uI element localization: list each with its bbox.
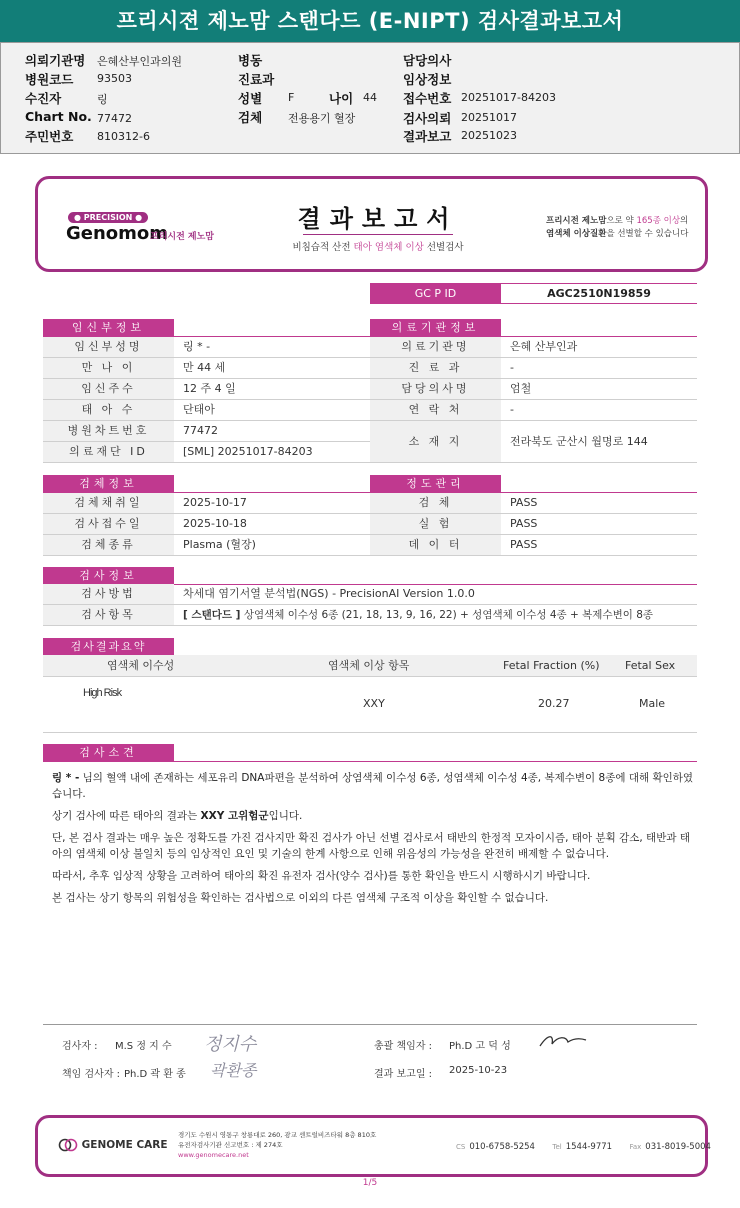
report-date-label: 결과 보고일 : [374,1069,433,1080]
section-summary: 검사결과요약 [43,638,174,655]
footer-address-line: 경기도 수원시 영통구 창룡대로 260, 광교 센트럴비즈타워 8층 810호 [178,1131,377,1139]
table-row [370,421,697,463]
row-key: 검사접수일 [43,514,174,534]
row-key: 데 이 터 [370,535,501,555]
row-value: 링 * - [183,340,211,353]
table-row [370,358,697,379]
examiner-label: 검사자 : [62,1041,98,1052]
finding-text-2b: 입니다. [268,810,303,822]
page-number: 1/5 [362,1178,378,1188]
table-row [43,358,370,379]
row-key: 병원차트번호 [43,421,174,441]
specimen-label: 검체 [238,110,263,125]
row-key: 진 료 과 [370,358,501,378]
footer-address [178,1130,376,1160]
ward-label: 병동 [238,53,263,68]
test-item-text: 상염색체 이수성 6종 (21, 18, 13, 9, 16, 22) + 성염색체 이수성 4종 + 복제수변이 8종 [240,609,654,621]
responsible-label: 책임 검사자 : [62,1069,121,1080]
chief-label: 총괄 책임자 : [374,1041,433,1052]
report-date: 2025-10-23 [449,1065,508,1076]
finding-text-2a: 상기 검사에 따른 태아의 결과는 [52,810,201,822]
test-item-value [183,605,653,625]
summary-col-aneuploidy: 염색체 이수성 [107,659,175,672]
request-label: 검사의뢰 [403,111,452,126]
responsible-name: Ph.D 곽 환 종 [124,1069,186,1080]
genomecare-name: GENOME CARE [81,1139,168,1151]
rrn-value: 810312-6 [97,130,150,143]
risk-result: High Risk [83,687,122,699]
row-value: 엄철 [510,382,532,395]
row-value: PASS [510,538,538,551]
note-count: 165종 이상 [636,216,681,226]
specimen-value: 전용용기 혈장 [288,112,356,125]
subtitle-pre: 비침습적 산전 [292,242,354,253]
footer-contacts [456,1142,711,1152]
report-title: 결과보고서 [297,205,459,233]
row-value: 만 44 세 [183,361,226,374]
row-key: 검 체 [370,493,501,513]
table-row [370,535,697,556]
finding-paragraph-1 [52,770,697,802]
row-value: 2025-10-18 [183,517,247,530]
table-row [370,493,697,514]
summary-header [43,655,697,677]
table-row [43,400,370,421]
fetal-fraction-value: 20.27 [538,697,570,710]
table-row [370,337,697,358]
table-row [43,514,370,535]
precision-badge: ● PRECISION ● [68,212,148,223]
subtitle-highlight: 태아 염색체 이상 [353,242,424,253]
genomecare-logo [58,1138,168,1152]
test-method-value: 차세대 염기서열 분석법(NGS) - PrecisionAI Version 1.0.0 [183,587,475,600]
tel-label: Tel [552,1143,562,1151]
gcpid-label: GC P ID [370,283,501,304]
code-label: 병원코드 [25,72,74,87]
summary-result-row [43,677,697,733]
request-value: 20251017 [461,111,517,124]
summary-col-abnormality: 염색체 이상 항목 [328,659,410,672]
responsible-signature: 곽환종 [210,1061,257,1080]
test-item-row [43,605,697,626]
receipt-value: 20251017-84203 [461,91,556,104]
precision-badge-label: PRECISION [83,213,133,222]
side-note [546,215,688,241]
finding-paragraph-3: 단, 본 검사 결과는 매우 높은 정확도를 가진 검사지만 확진 검사가 아닌 선별 검사로서 태반의 한정적 모자이시즘, 태아 분획 감소, 태반과 태아의 염색체 이상 불일치 등의 임상적인 요인 및 기술의 한계 사항으로 인해 위음성의 가능성을 완전히 배제할 수 없습니다. [52,832,690,860]
fax-label: Fax [629,1143,642,1151]
sex-value: F [288,91,295,104]
finding-paragraph-2 [52,808,697,824]
note-disease: 염색체 이상질환 [546,229,607,239]
patient-value: 링 [97,93,108,106]
genomecare-icon [58,1138,78,1152]
cs-label: CS [456,1143,466,1151]
report-value: 20251023 [461,129,517,142]
cs-number: 010-6758-5254 [469,1142,535,1152]
hospital-label: 의뢰기관명 [25,53,86,68]
row-key: 검체채취일 [43,493,174,513]
row-key: 의료기관명 [370,337,501,357]
signature-divider [43,1024,697,1025]
rrn-label: 주민번호 [25,129,74,144]
note-text-1: 으로 약 [606,216,637,226]
table-row [43,379,370,400]
examiner-name: M.S 정 지 수 [115,1041,172,1052]
row-key: 검체종류 [43,535,174,555]
note-brand: 프리시전 제노맘 [546,216,607,226]
row-value: [SML] 20251017-84203 [183,445,313,458]
test-item-key: 검사항목 [43,605,174,625]
row-key: 실 험 [370,514,501,534]
finding-patient-name: 링 * - [52,772,80,784]
age-value: 44 [363,91,377,104]
title-rule [303,234,453,235]
row-value: PASS [510,517,538,530]
finding-paragraph-4: 따라서, 추후 임상적 상황을 고려하여 태아의 확진 유전자 검사(양수 검사)를 통한 확인을 반드시 시행하시기 바랍니다. [52,870,591,882]
chart-value: 77472 [97,112,132,125]
subtitle-post: 선별검사 [423,242,464,253]
row-key: 임신부성명 [43,337,174,357]
summary-col-fetal-sex: Fetal Sex [625,659,676,672]
row-value: PASS [510,496,538,509]
genomom-logo: Genomom [66,223,169,244]
row-key: 연 락 처 [370,400,501,420]
clinical-label: 임상정보 [403,72,452,87]
row-key: 만 나 이 [43,358,174,378]
patient-header [0,42,740,154]
row-key: 임신주수 [43,379,174,399]
table-row [43,337,370,358]
table-row [43,442,370,463]
row-key: 소 재 지 [370,421,501,462]
row-value: 2025-10-17 [183,496,247,509]
report-banner-title: 프리시젼 제노맘 스탠다드 (E-NIPT) 검사결과보고서 [0,0,740,42]
footer-website[interactable]: www.genomecare.net [178,1151,249,1159]
code-value: 93503 [97,72,132,85]
summary-col-fetal-fraction: Fetal Fraction (%) [503,659,600,672]
patient-label: 수진자 [25,91,62,106]
genomom-sub: 프리시전 제노맘 [150,232,214,242]
section-qc: 정도관리 [370,475,501,492]
finding-text-1: 님의 혈액 내에 존재하는 세포유리 DNA파편을 분석하여 상염색체 이수성 6종, 성염색체 이수성 4종, 복제수변이 8종에 대해 확인하였습니다. [52,772,694,800]
tel-number: 1544-9771 [565,1142,613,1152]
abnormality-value: XXY [363,697,385,710]
dept-label: 진료과 [238,72,275,87]
test-item-tier: [ 스탠다드 ] [183,609,241,621]
table-row [370,400,697,421]
report-label: 결과보고 [403,129,452,144]
footer-license: 유전자검사기관 신고번호 : 제 274호 [178,1141,283,1149]
table-row [43,535,370,556]
row-value: - [510,361,514,374]
receipt-label: 접수번호 [403,91,452,106]
section-findings: 검사소견 [43,744,174,761]
section-pregnant: 임신부정보 [43,319,174,336]
section-test-info: 검사정보 [43,567,174,584]
fetal-sex-value: Male [639,697,666,710]
age-label: 나이 [329,91,354,106]
section-specimen: 검체정보 [43,475,174,492]
title-card [35,176,708,272]
chart-label: Chart No. [25,109,92,124]
hospital-value: 은혜산부인과의원 [97,55,183,68]
gcpid-value: AGC2510N19859 [501,283,697,304]
chief-signature [538,1030,588,1052]
sex-label: 성별 [238,91,263,106]
examiner-signature: 정지수 [204,1034,257,1055]
row-value: 단태아 [183,403,215,416]
row-value: Plasma (혈장) [183,538,256,551]
fax-number: 031-8019-5004 [645,1142,711,1152]
finding-risk-group: XXY 고위험군 [200,810,269,822]
row-value: - [510,403,514,416]
row-key: 담당의사명 [370,379,501,399]
row-key: 태 아 수 [43,400,174,420]
table-row [370,379,697,400]
finding-paragraph-5: 본 검사는 상기 항목의 위험성을 확인하는 검사법으로 이외의 다른 염색체 구조적 이상을 확인할 수 없습니다. [52,892,549,904]
table-row [43,493,370,514]
row-value: 12 주 4 일 [183,382,236,395]
row-key: 의료재단 ID [43,442,174,462]
row-value: 77472 [183,424,218,437]
row-value: 전라북도 군산시 월명로 144 [510,435,648,448]
test-method-row [43,584,697,605]
test-method-key: 검사방법 [43,584,174,604]
doctor-label: 담당의사 [403,53,452,68]
note-text-3: 을 선별할 수 있습니다 [606,229,689,239]
section-line [43,761,697,762]
footer-card [35,1115,711,1177]
report-subtitle [268,239,488,253]
note-text-2: 의 [680,216,689,226]
chief-name: Ph.D 고 덕 성 [449,1041,511,1052]
row-value: 은혜 산부인과 [510,340,578,353]
table-row [370,514,697,535]
section-institution: 의료기관정보 [370,319,501,336]
table-row [43,421,370,442]
